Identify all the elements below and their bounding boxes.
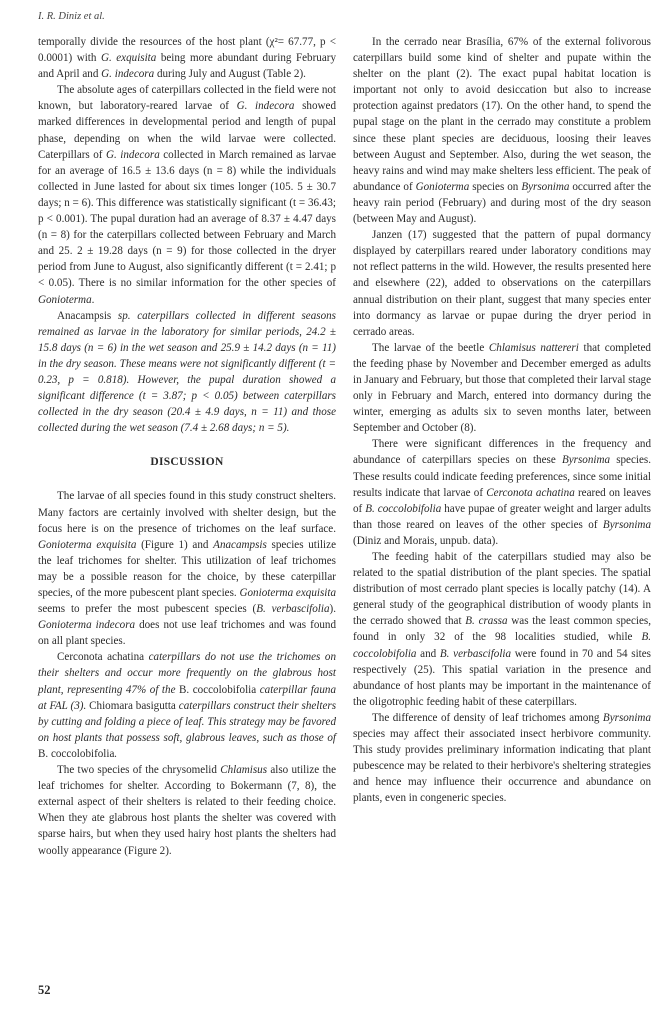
species-name: . [114, 747, 118, 760]
species-name: caterpillars do not use the trichomes on their shelters and occur more frequently on the glabrous host plant, representing 47% of the [38, 651, 336, 696]
species-name: Gonioterma [38, 293, 92, 306]
species-name: Anacampsis [213, 538, 267, 551]
running-head: I. R. Diniz et al. [38, 11, 105, 22]
species-name: caterpillars construct their shelters by cutting and folding a piece of leaf. This strategy may be favored on host plants that possess soft, glabrous leaves, such as those of [38, 699, 337, 744]
paragraph: There were significant differences in the frequency and abundance of caterpillars species on these Byrsonima species. These results could indicate feeding preferences, since some initial results indicate that larvae of Cerconota achatina reared on leaves of B. coccolobifolia have pupae of greater weight and larger adults than those reared on leaves of the other species of Byrsonima (Diniz and Morais, unpub. data). [353, 438, 651, 547]
paragraph: Janzen (17) suggested that the pattern of pupal dormancy displayed by caterpillars reared under laboratory conditions may not reflect patterns in the wild. However, the results presented here and elsewhere (22), added to observations on the caterpillars annual distribution on their plant, suggest that many species enter into dormancy as larvae or pupae during the dryer period in cerrado areas. [353, 229, 651, 338]
species-name: sp. caterpillars collected in different seasons remained as larvae in the laboratory for similar periods, 24.2 ± 15.8 days (n = 6) in the wet season and 25.9 ± 14.2 days (n = 11) in the dry season. These means were not significantly different (t = 0.23, p = 0.818). However, the pupal duration showed a significant difference (t = 3.87; p < 0.05) between caterpillars collected in the dry season (20.4 ± 4.9 days, n = 11) and those collected during the wet season (7.4 ± 2.68 days; n = 5). [38, 309, 336, 435]
paragraph: The larvae of the beetle Chlamisus nattereri that completed the feeding phase by November and December emerged as adults in January and February, but those that completed their larval stage only in February and March, entered into dormancy during the winter, emerging as adults six to seven months later, between September and October (8). [353, 341, 651, 435]
paragraph: In the cerrado near Brasília, 67% of the external folivorous caterpillars build some kind of shelter and pupate within the shelter on the plant (2). The exact pupal habitat location is important not only to avoid desiccation but also to increase protection against predators (17). On the other hand, to spend the pupal stage on the plant in the cerrado may constitute a problem since these plant species are deciduous, loosing their leaves between August and September. Also, during the wet season, the heavy rains and wind may make shelters less efficient. The peak of abundance of Gonioterma species on Byrsonima occurred after the heavy rain period (February) and during most of the dry season (between May and August). [353, 36, 651, 226]
species-name: caterpillar fauna at FAL (3). [38, 683, 336, 712]
species-name: Byrsonima [602, 711, 651, 724]
species-name: Gonioterma exquisita [239, 587, 336, 599]
species-name: B. verbascifolia [256, 603, 330, 616]
paragraph: The two species of the chrysomelid Chlamisus also utilize the leaf trichomes for shelter. According to Bokermann (7, 8), the external aspect of their shelters is related to their feeding choice. When they ate glabrous host plants the shelter was covered with sparse hairs, but when they used hairy host plants the shelters had woolly appearance (Figure 2). [38, 764, 337, 857]
species-name: B. coccolobifolia [353, 631, 651, 660]
species-name: Gonioterma exquisita [38, 538, 137, 551]
right-column [353, 34, 651, 807]
species-name: Byrsonima [602, 518, 651, 531]
species-name: Byrsonima [521, 180, 570, 193]
species-name: Cerconota achatina [486, 486, 575, 499]
species-name: Byrsonima [561, 454, 611, 467]
species-name: G. indecora [106, 148, 160, 161]
species-name: B. crassa [465, 615, 508, 628]
paragraph: The feeding habit of the caterpillars studied may also be related to the spatial distribution of the plant species. The spatial distribution of most cerrado plant species is locally patchy (14). A general study of the geographical distribution of woody plants in the cerrado showed that B. crassa was the least common species, found in only 32 of the 98 localities studied, while B. coccolobifolia and B. verbascifolia were found in 70 and 54 sites respectively (25). This spatial variation in the presence and abundance of host plants may be important in the maintenance of the oligotrophic feeding habit of these caterpillars. [353, 551, 651, 708]
species-name: Gonioterma indecora [38, 619, 136, 632]
species-name: G. indecora [101, 68, 155, 81]
species-name: B. coccolobifolia [365, 502, 442, 515]
paragraph: The larvae of all species found in this study construct shelters. Many factors are certainly involved with shelter design, but the focus here is on the presence of trichomes on the leaf surface. Gonioterma exquisita (Figure 1) and Anacampsis species utilize the leaf trichomes for shelter. This utilization of leaf trichomes may be a possible reason for the choice, by these caterpillar species, of the more pubescent plant species. Gonioterma exquisita seems to prefer the most pubescent species (B. verbascifolia). Gonioterma indecora does not use leaf trichomes and was found on all plant species. [38, 490, 337, 648]
species-name: Chlamisus [220, 764, 268, 777]
paragraph: The difference of density of leaf trichomes among Byrsonima species may affect their associated insect herbivore community. This study provides preliminary information indicating that plant pubescence may be related to their herbivore's sheltering strategies and hence may influence their occurrence and abundance on plants, even in congeneric species. [353, 711, 651, 805]
paragraph: The absolute ages of caterpillars collected in the field were not known, but laboratory-reared larvae of G. indecora showed marked differences in developmental period and length of pupal phase, depending on when the wild larvae were collected. Caterpillars of G. indecora collected in March remained as larvae for an average of 16.5 ± 13.6 days (n = 8) while the individuals collected in June lasted for about six times longer (105. 5 ± 30.7 days; n = 6). This difference was statistically significant (t = 36.43; p < 0.001). The pupal duration had an average of 8.37 ± 4.47 days (n = 8) for the caterpillars collected between February and March and 25. 2 ± 19.28 days (n = 9) for those collected in the dryer period from June to August, also significantly different (t = 2.41; p < 0.05). There is no similar information for the other species of Gonioterma. [38, 84, 337, 306]
paragraph: Cerconota achatina caterpillars do not use the trichomes on their shelters and occur more frequently on the glabrous host plant, representing 47% of the B. coccolobifolia caterpillar fauna at FAL (3). Chiomara basigutta caterpillars construct their shelters by cutting and folding a piece of leaf. This strategy may be favored on host plants that possess soft, glabrous leaves, such as those of B. coccolobifolia. [38, 651, 337, 760]
species-name: G. exquisita [100, 52, 157, 65]
section-heading: DISCUSSION [150, 456, 224, 469]
species-name: Chlamisus nattereri [488, 341, 579, 354]
species-name: Gonioterma [415, 180, 470, 193]
species-name: G. indecora [236, 100, 295, 113]
left-column [38, 34, 336, 859]
species-name: B. verbascifolia [439, 647, 512, 660]
page-number: 52 [38, 983, 51, 997]
paragraph: temporally divide the resources of the host plant (χ²= 67.77, p < 0.0001) with G. exquisita being more abundant during February and April and G. indecora during July and August (Table 2). [38, 36, 336, 81]
paragraph: Anacampsis sp. caterpillars collected in different seasons remained as larvae in the laboratory for similar periods, 24.2 ± 15.8 days (n = 6) in the wet season and 25.9 ± 14.2 days (n = 11) in the dry season. These means were not significantly different (t = 0.23, p = 0.818). However, the pupal duration showed a significant difference (t = 3.87; p < 0.05) between caterpillars collected in the dry season (20.4 ± 4.9 days, n = 11) and those collected during the wet season (7.4 ± 2.68 days; n = 5). [38, 309, 336, 435]
